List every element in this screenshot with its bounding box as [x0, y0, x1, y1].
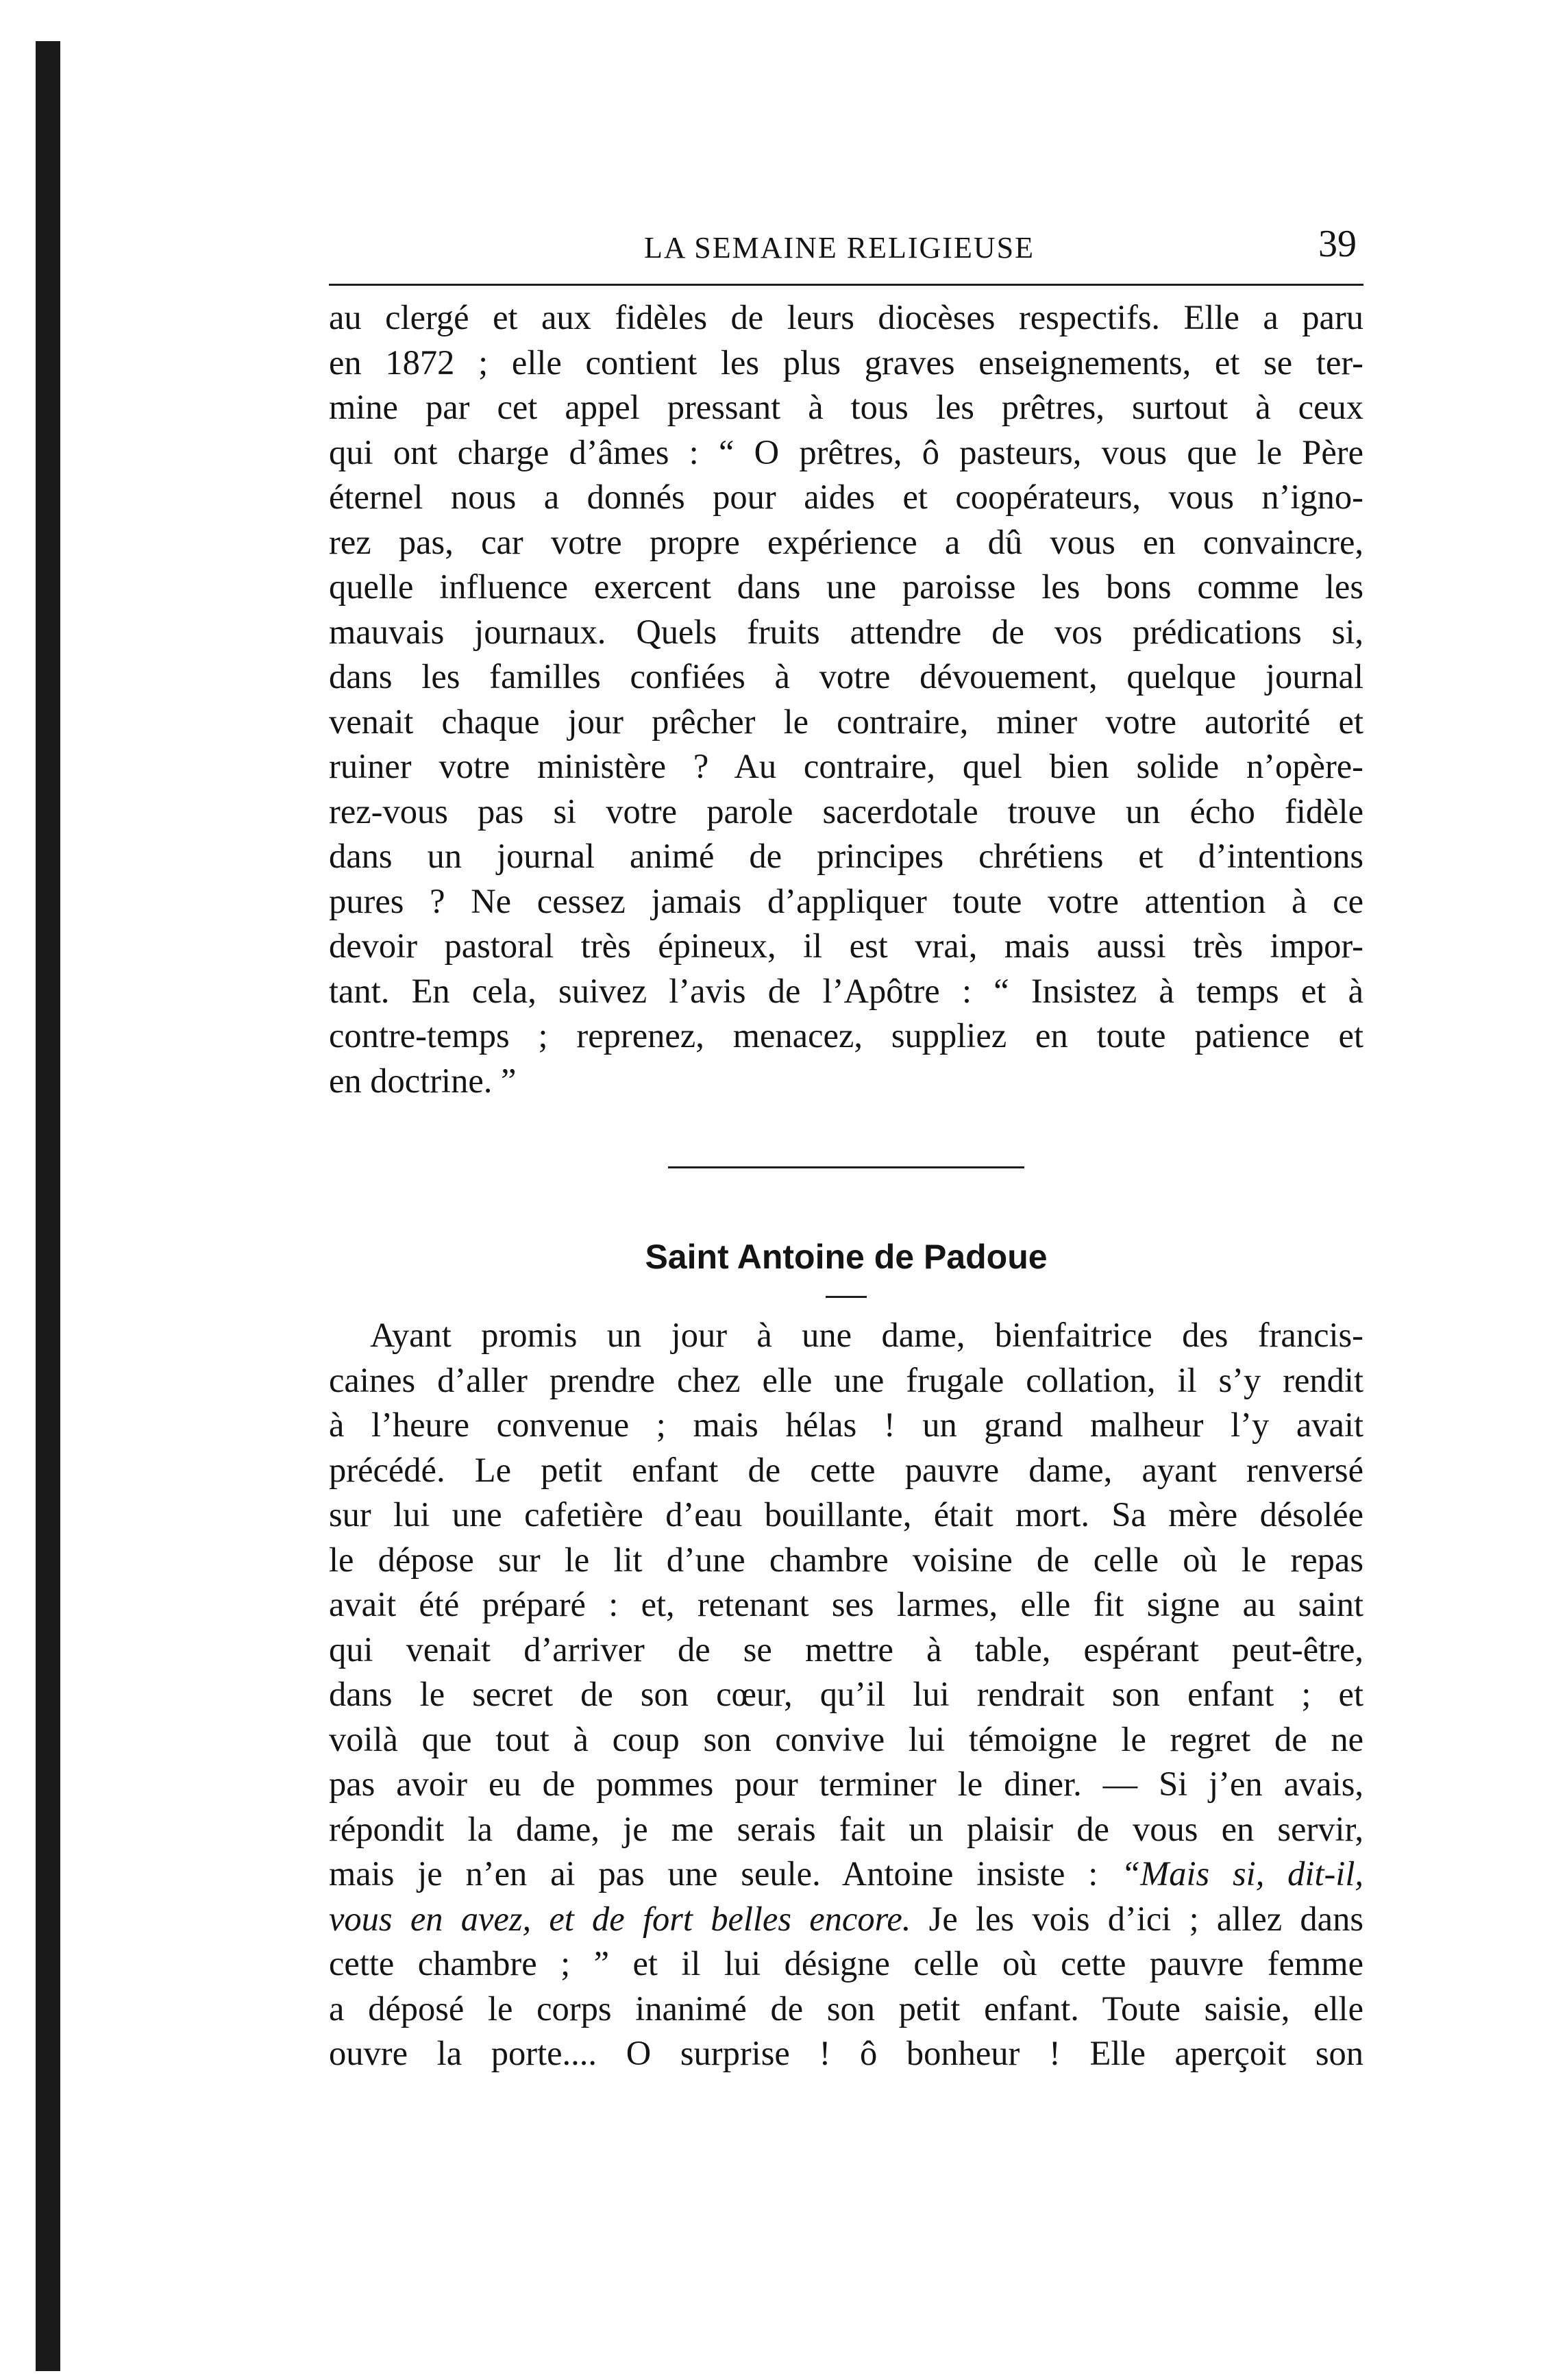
text-line: qui venait d’arriver de se mettre à table, espérant peut-être,	[329, 1630, 1363, 1669]
running-head	[329, 219, 1363, 281]
text-line	[329, 1852, 1363, 1897]
text-line: répondit la dame, je me serais fait un plaisir de vous en servir,	[329, 1809, 1363, 1848]
text-line: ruiner votre ministère ? Au contraire, quel bien solide n’opère-	[329, 747, 1363, 785]
text-line: devoir pastoral très épineux, il est vrai, mais aussi très impor-	[329, 927, 1363, 965]
text-line: a déposé le corps inanimé de son petit enfant. Toute saisie, elle	[329, 1989, 1363, 2028]
paragraph-2	[329, 1313, 1363, 2076]
text-segment: Je les vois d’ici ; allez dans	[911, 1899, 1363, 1938]
text-line: dans un journal animé de principes chrétiens et d’intentions	[329, 837, 1363, 875]
text-line: mauvais journaux. Quels fruits attendre de vos prédications si,	[329, 612, 1363, 651]
text-line: rez pas, car votre propre expérience a dû vous en convaincre,	[329, 522, 1363, 561]
text-line: rez-vous pas si votre parole sacerdotale trouve un écho fidèle	[329, 792, 1363, 831]
text-line: cette chambre ; ” et il lui désigne celle où cette pauvre femme	[329, 1944, 1363, 1983]
book-spine-edge	[36, 41, 60, 2371]
page-number: 39	[1318, 223, 1357, 265]
text-line: éternel nous a donnés pour aides et coopérateurs, vous n’igno-	[329, 478, 1363, 516]
text-line: avait été préparé : et, retenant ses larmes, elle fit signe au saint	[329, 1585, 1363, 1623]
text-line: à l’heure convenue ; mais hélas ! un grand malheur l’y avait	[329, 1406, 1363, 1444]
text-line: Ayant promis un jour à une dame, bienfaitrice des francis-	[370, 1316, 1363, 1354]
running-title: LA SEMAINE RELIGIEUSE	[644, 231, 1035, 265]
paragraph-1	[329, 295, 1363, 1103]
text-line: au clergé et aux fidèles de leurs diocèses respectifs. Elle a paru	[329, 298, 1363, 336]
text-line: voilà que tout à coup son convive lui témoigne le regret de ne	[329, 1719, 1363, 1758]
text-segment: mais je n’en ai pas une seule. Antoine insiste :	[329, 1854, 1098, 1893]
italic-quote: vous en avez, et de fort belles encore.	[329, 1899, 911, 1938]
text-line: contre-temps ; reprenez, menacez, suppliez en toute patience et	[329, 1016, 1363, 1055]
title-dash	[826, 1296, 867, 1298]
text-line: ouvre la porte.... O surprise ! ô bonheur ! Elle aperçoit son	[329, 2034, 1363, 2072]
page	[329, 219, 1363, 2076]
text-line: venait chaque jour prêcher le contraire, miner votre autorité et	[329, 702, 1363, 741]
text-line: mine par cet appel pressant à tous les prêtres, surtout à ceux	[329, 388, 1363, 426]
text-line: en doctrine. ”	[329, 1061, 517, 1100]
header-rule	[329, 284, 1363, 286]
text-line: quelle influence exercent dans une paroisse les bons comme les	[329, 567, 1363, 606]
text-line: dans le secret de son cœur, qu’il lui rendrait son enfant ; et	[329, 1675, 1363, 1713]
text-line: qui ont charge d’âmes : “ O prêtres, ô pasteurs, vous que le Père	[329, 432, 1363, 471]
text-line: pas avoir eu de pommes pour terminer le diner. — Si j’en avais,	[329, 1765, 1363, 1803]
text-line: tant. En cela, suivez l’avis de l’Apôtre : “ Insistez à temps et à	[329, 971, 1363, 1010]
text-line: en 1872 ; elle contient les plus graves enseignements, et se ter-	[329, 343, 1363, 382]
text-line	[329, 1897, 1363, 1942]
text-line: sur lui une cafetière d’eau bouillante, était mort. Sa mère désolée	[329, 1495, 1363, 1534]
text-line: caines d’aller prendre chez elle une frugale collation, il s’y rendit	[329, 1360, 1363, 1399]
section-divider	[668, 1166, 1024, 1168]
text-line: dans les familles confiées à votre dévouement, quelque journal	[329, 657, 1363, 696]
italic-quote: “Mais si, dit-il,	[1121, 1854, 1363, 1893]
text-line: le dépose sur le lit d’une chambre voisine de celle où le repas	[329, 1540, 1363, 1579]
section-title: Saint Antoine de Padoue	[645, 1238, 1048, 1276]
text-line: pures ? Ne cessez jamais d’appliquer toute votre attention à ce	[329, 881, 1363, 920]
text-line: précédé. Le petit enfant de cette pauvre dame, ayant renversé	[329, 1450, 1363, 1489]
